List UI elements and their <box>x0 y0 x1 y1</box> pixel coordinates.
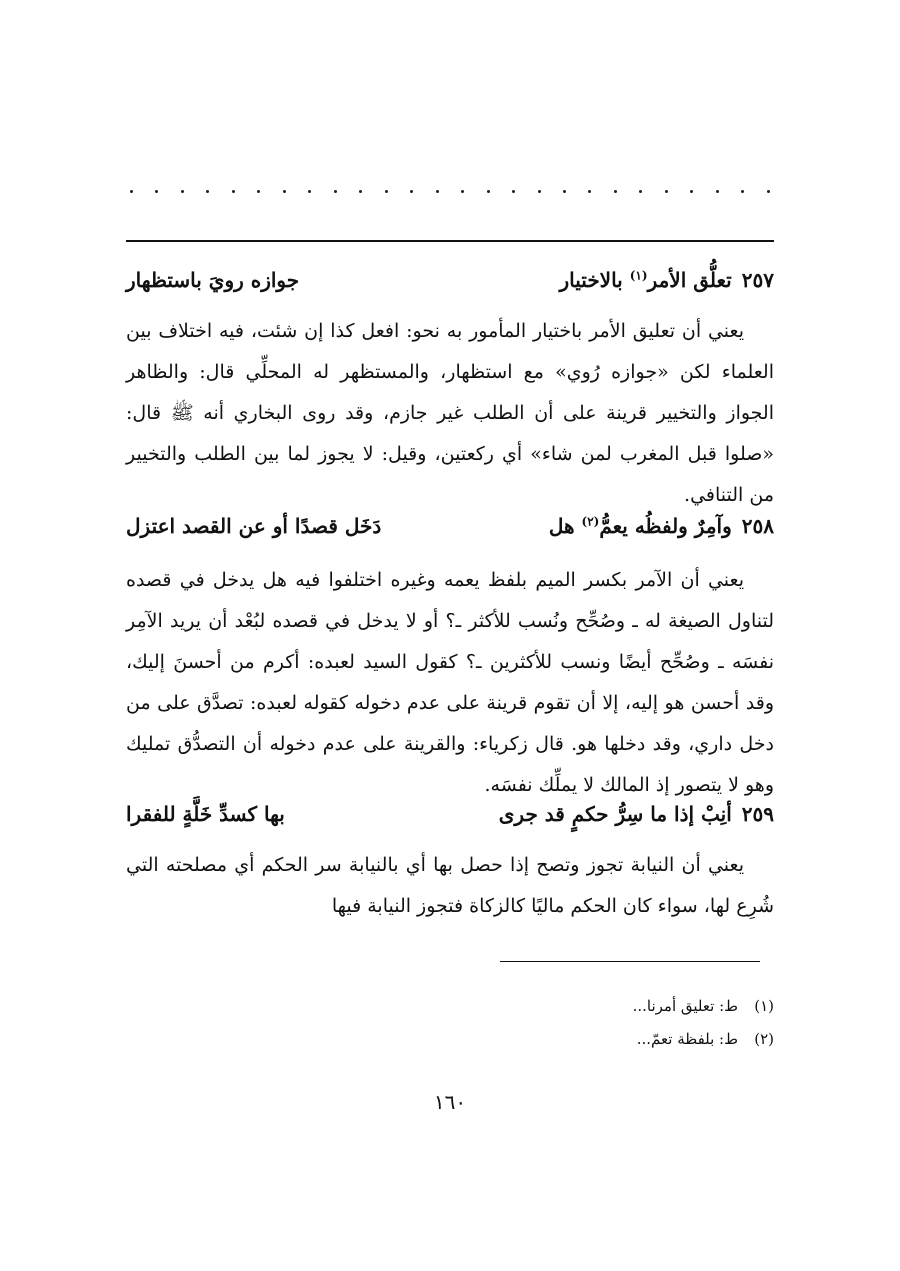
separator-dot <box>385 190 388 193</box>
separator-dot <box>130 190 133 193</box>
verse-hemistich-1: وآمِرٌ ولفظُه يعمُّ$^{(٢)}$ هل <box>548 514 732 538</box>
separator-dot <box>716 190 719 193</box>
verse-257 <box>126 258 774 302</box>
separator-dot <box>665 190 668 193</box>
separator-dot <box>359 190 362 193</box>
separator-dot <box>614 190 617 193</box>
separator-dot <box>461 190 464 193</box>
separator-dot <box>487 190 490 193</box>
footnote-ref: (٢) <box>581 514 600 529</box>
separator-dot <box>334 190 337 193</box>
verse-number: ٢٥٨ <box>741 514 774 538</box>
verse-hemistich-1: تعلُّق الأمر$^{(١)}$ بالاختيار <box>559 268 732 292</box>
separator-dot <box>741 190 744 193</box>
verse-258 <box>126 504 774 548</box>
commentary-259 <box>126 845 774 927</box>
footnote-number: (٢) <box>754 1030 774 1048</box>
verse-259 <box>126 792 774 836</box>
separator-dot <box>639 190 642 193</box>
separator-dot <box>155 190 158 193</box>
separator-dot <box>206 190 209 193</box>
separator-dot <box>257 190 260 193</box>
footnote <box>126 1023 774 1056</box>
commentary-paragraph: يعني أن الآمر بكسر الميم بلفظ يعمه وغيره اختلفوا فيه هل يدخل في قصده لتناول الصيغة له ـ وصُحِّح ونُسب للأكثر ـ؟ أو لا يدخل في قصده لبُعْد أن يريد الآمِر نفسَه ـ وصُحِّح أيضًا ونسب للأكثرين ـ؟ كقول السيد لعبده: أكرم من أحسنَ إليك، وقد أحسن هو إليه، إلا أن تقوم قرينة على عدم دخوله كقوله لعبده: تصدَّق على من دخل داري، وقد دخلها هو. قال زكرياء: والقرينة على عدم دخوله أن التصدُّق تمليك وهو لا يتصور إذ المالك لا يملِّك نفسَه. <box>126 569 774 796</box>
footnote <box>126 990 774 1023</box>
separator-dot <box>563 190 566 193</box>
footnote-rule <box>500 961 760 962</box>
verse-hemistich-2: دَخَل قصدًا أو عن القصد اعتزل <box>126 514 382 538</box>
separator-dot <box>588 190 591 193</box>
separator-dot <box>181 190 184 193</box>
separator-dot <box>538 190 541 193</box>
verse-number: ٢٥٧ <box>741 268 774 292</box>
verse-hemistich-2: جوازه رويَ باستظهار <box>126 268 300 292</box>
separator-dot <box>690 190 693 193</box>
separator-dot <box>283 190 286 193</box>
page-number: ١٦٠ <box>433 1090 467 1114</box>
footnotes <box>126 990 774 1056</box>
footnote-text: ط: تعليق أمرنا... <box>632 997 738 1015</box>
verse-number: ٢٥٩ <box>741 802 774 826</box>
footnote-text: ط: بلفظة تعمّ... <box>636 1030 738 1048</box>
top-rule <box>126 240 774 242</box>
footnote-number: (١) <box>754 997 774 1015</box>
verse-hemistich-1: أنِبْ إذا ما سِرُّ حكمٍ قد جرى <box>498 802 732 826</box>
commentary-258 <box>126 560 774 806</box>
commentary-paragraph: يعني أن تعليق الأمر باختيار المأمور به نحو: افعل كذا إن شئت، فيه اختلاف بين العلماء لكن «جوازه رُوي» مع استظهار، والمستظهر له المحلِّي قال: والظاهر الجواز والتخيير قرينة على أن الطلب غير جازم، وقد روى البخاري أنه ﷺ قال: «صلوا قبل المغرب لمن شاء» أي ركعتين، وقيل: لا يجوز لما بين الطلب والتخيير من التنافي. <box>126 320 774 506</box>
separator-dot <box>232 190 235 193</box>
commentary-paragraph: يعني أن النيابة تجوز وتصح إذا حصل بها أي بالنيابة سر الحكم أي مصلحته التي شُرِع لها، سواء كان الحكم ماليًا كالزكاة فتجوز النيابة فيها <box>126 854 774 917</box>
commentary-257 <box>126 311 774 516</box>
dotted-separator <box>130 190 770 193</box>
separator-dot <box>512 190 515 193</box>
verse-hemistich-2: بها كسدِّ خَلَّةٍ للفقرا <box>126 802 285 826</box>
footnote-ref: (١) <box>629 268 648 283</box>
separator-dot <box>436 190 439 193</box>
separator-dot <box>767 190 770 193</box>
separator-dot <box>410 190 413 193</box>
separator-dot <box>308 190 311 193</box>
